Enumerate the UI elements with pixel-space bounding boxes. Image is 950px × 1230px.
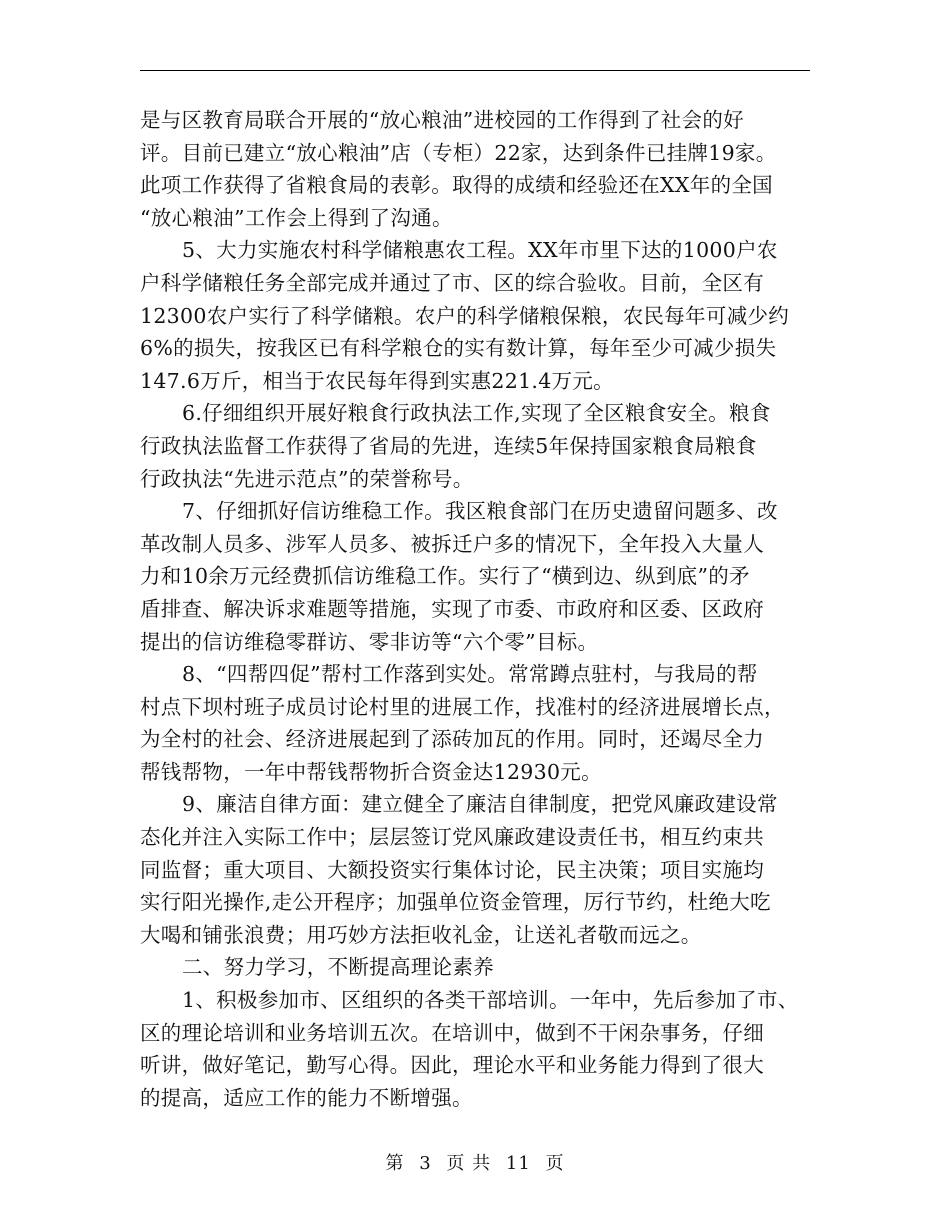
text-line: 评。目前已建立“放心粮油”店（专柜）22家，达到条件已挂牌19家。 xyxy=(140,140,777,165)
header-rule xyxy=(140,70,810,71)
text-line: 革改制人员多、涉军人员多、被拆迁户多的情况下，全年投入大量人 xyxy=(140,531,764,556)
text-line: 态化并注入实际工作中；层层签订党风廉政建设责任书，相互约束共 xyxy=(140,825,764,850)
footer-middle: 页 共 xyxy=(446,1153,492,1174)
text-line: 的提高，适应工作的能力不断增强。 xyxy=(140,1085,473,1110)
body-text xyxy=(140,104,820,1114)
text-line: 同监督；重大项目、大额投资实行集体讨论，民主决策；项目实施均 xyxy=(140,857,764,882)
text-line: 二、努力学习，不断提高理论素养 xyxy=(182,955,494,980)
footer-current-page: 3 xyxy=(419,1153,432,1174)
text-line: 户科学储粮任务全部完成并通过了市、区的综合验收。目前，全区有 xyxy=(140,270,764,295)
text-line: 5、大力实施农村科学储粮惠农工程。XX年市里下达的1000户农 xyxy=(182,238,778,263)
text-line: “放心粮油”工作会上得到了沟通。 xyxy=(140,205,453,230)
text-line: 力和10余万元经费抓信访维稳工作。实行了“横到边、纵到底”的矛 xyxy=(140,564,750,589)
text-line: 帮钱帮物，一年中帮钱帮物折合资金达12930元。 xyxy=(140,759,602,784)
text-line: 行政执法“先进示范点”的荣誉称号。 xyxy=(140,466,474,491)
text-line: 听讲，做好笔记，勤写心得。因此，理论水平和业务能力得到了很大 xyxy=(140,1053,764,1078)
text-line: 1、积极参加市、区组织的各类干部培训。一年中，先后参加了市、 xyxy=(182,988,799,1013)
text-line: 提出的信访维稳零群访、零非访等“六个零”目标。 xyxy=(140,629,599,654)
text-line: 是与区教育局联合开展的“放心粮油”进校园的工作得到了社会的好 xyxy=(140,108,744,132)
text-line: 7、仔细抓好信访维稳工作。我区粮食部门在历史遗留问题多、改 xyxy=(182,499,778,524)
text-line: 为全村的社会、经济进展起到了添砖加瓦的作用。同时，还竭尽全力 xyxy=(140,727,764,752)
text-line: 行政执法监督工作获得了省局的先进，连续5年保持国家粮食局粮食 xyxy=(140,433,757,458)
footer-suffix: 页 xyxy=(545,1153,565,1174)
text-line: 147.6万斤，相当于农民每年得到实惠221.4万元。 xyxy=(140,368,614,393)
text-line: 盾排查、解决诉求难题等措施，实现了市委、市政府和区委、区政府 xyxy=(140,596,764,621)
text-line: 此项工作获得了省粮食局的表彰。取得的成绩和经验还在XX年的全国 xyxy=(140,173,773,198)
text-line: 大喝和铺张浪费；用巧妙方法拒收礼金，让送礼者敬而远之。 xyxy=(140,922,702,947)
text-line: 8、“四帮四促”帮村工作落到实处。常常蹲点驻村，与我局的帮 xyxy=(182,662,758,687)
footer-total-pages: 11 xyxy=(505,1153,531,1174)
text-line: 12300农户实行了科学储粮。农户的科学储粮保粮，农民每年可减少约 xyxy=(140,303,790,328)
text-line: 6.仔细组织开展好粮食行政执法工作,实现了全区粮食安全。粮食 xyxy=(182,401,771,426)
text-line: 9、廉洁自律方面：建立健全了廉洁自律制度，把党风廉政建设常 xyxy=(182,792,778,817)
text-line: 区的理论培训和业务培训五次。在培训中，做到不干闲杂事务，仔细 xyxy=(140,1020,764,1045)
text-line: 实行阳光操作,走公开程序；加强单位资金管理，厉行节约，杜绝大吃 xyxy=(140,890,771,915)
page-footer xyxy=(0,1152,950,1176)
footer-prefix: 第 xyxy=(385,1153,405,1174)
text-line: 6%的损失，按我区已有科学粮仓的实有数计算，每年至少可减少损失 xyxy=(140,336,777,361)
text-line: 村点下坝村班子成员讨论村里的进展工作，找准村的经济进展增长点， xyxy=(140,694,785,719)
